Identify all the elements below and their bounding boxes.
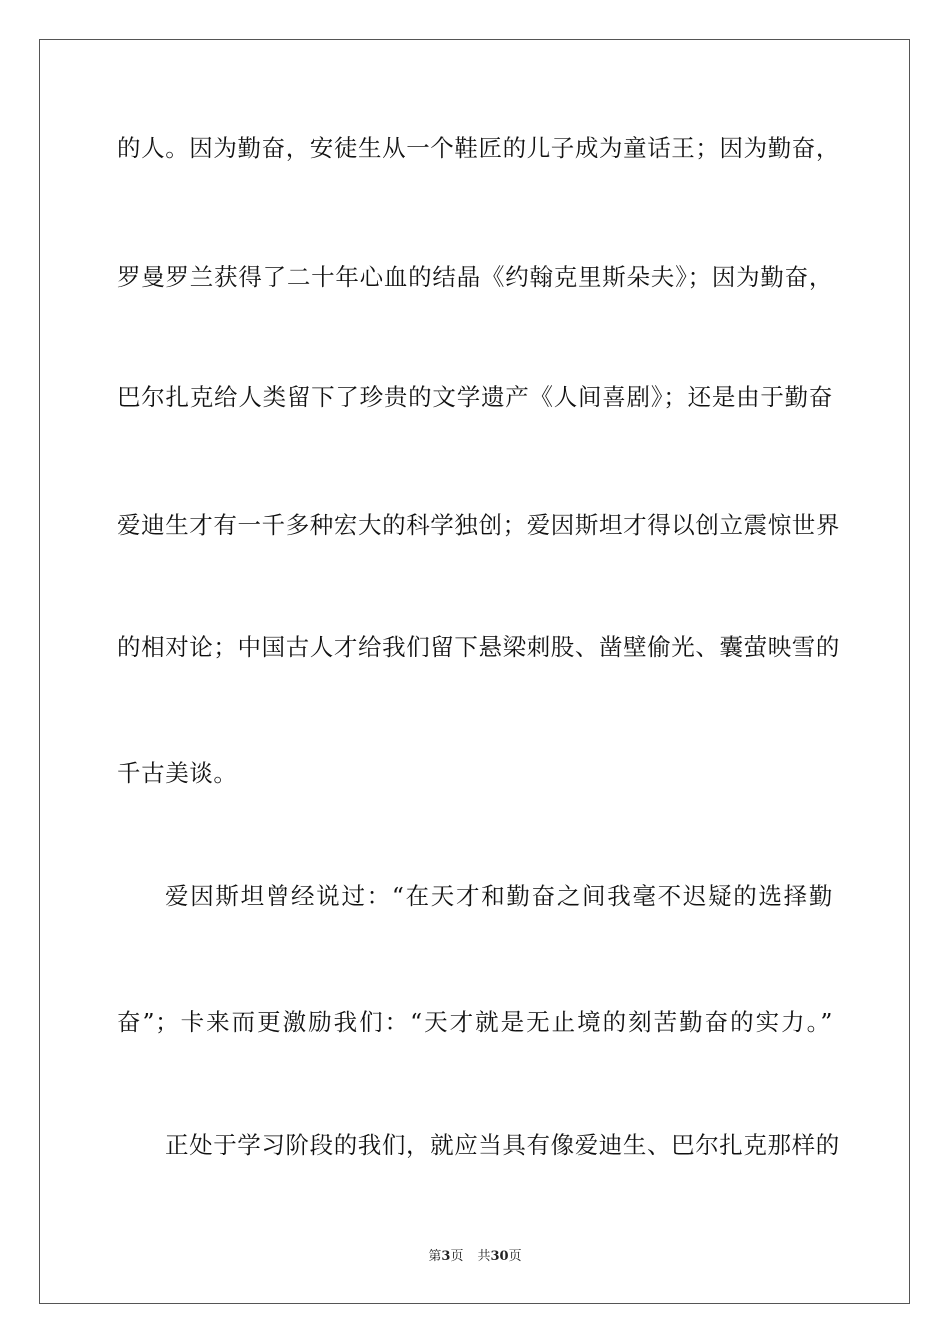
paragraph-line-8: 奋”；卡来而更激励我们：“天才就是无止境的刻苦勤奋的实力。”: [117, 1008, 833, 1036]
footer-total-suffix: 页: [508, 1249, 522, 1264]
paragraph-line-5: 的相对论；中国古人才给我们留下悬梁刺股、凿壁偷光、囊萤映雪的: [117, 633, 840, 661]
footer-page-number: 3: [441, 1249, 451, 1264]
footer-total-prefix: 共: [477, 1249, 491, 1264]
paragraph-line-1: 的人。因为勤奋，安徒生从一个鞋匠的儿子成为童话王；因为勤奋，: [117, 134, 840, 162]
paragraph-line-3: 巴尔扎克给人类留下了珍贵的文学遗产《人间喜剧》；还是由于勤奋: [117, 383, 833, 411]
footer-total-pages: 30: [490, 1249, 509, 1264]
page-frame: [39, 39, 910, 1304]
footer-page-suffix: 页: [450, 1249, 464, 1264]
paragraph-line-2: 罗曼罗兰获得了二十年心血的结晶《约翰克里斯朵夫》；因为勤奋，: [117, 263, 833, 291]
paragraph-line-6: 千古美谈。: [117, 759, 238, 787]
paragraph-line-7: 爱因斯坦曾经说过：“在天才和勤奋之间我毫不迟疑的选择勤: [165, 882, 833, 910]
paragraph-line-9: 正处于学习阶段的我们，就应当具有像爱迪生、巴尔扎克那样的: [165, 1131, 840, 1159]
footer-page-prefix: 第: [428, 1249, 442, 1264]
paragraph-line-4: 爱迪生才有一千多种宏大的科学独创；爱因斯坦才得以创立震惊世界: [117, 511, 840, 539]
page-footer: [0, 1248, 950, 1266]
